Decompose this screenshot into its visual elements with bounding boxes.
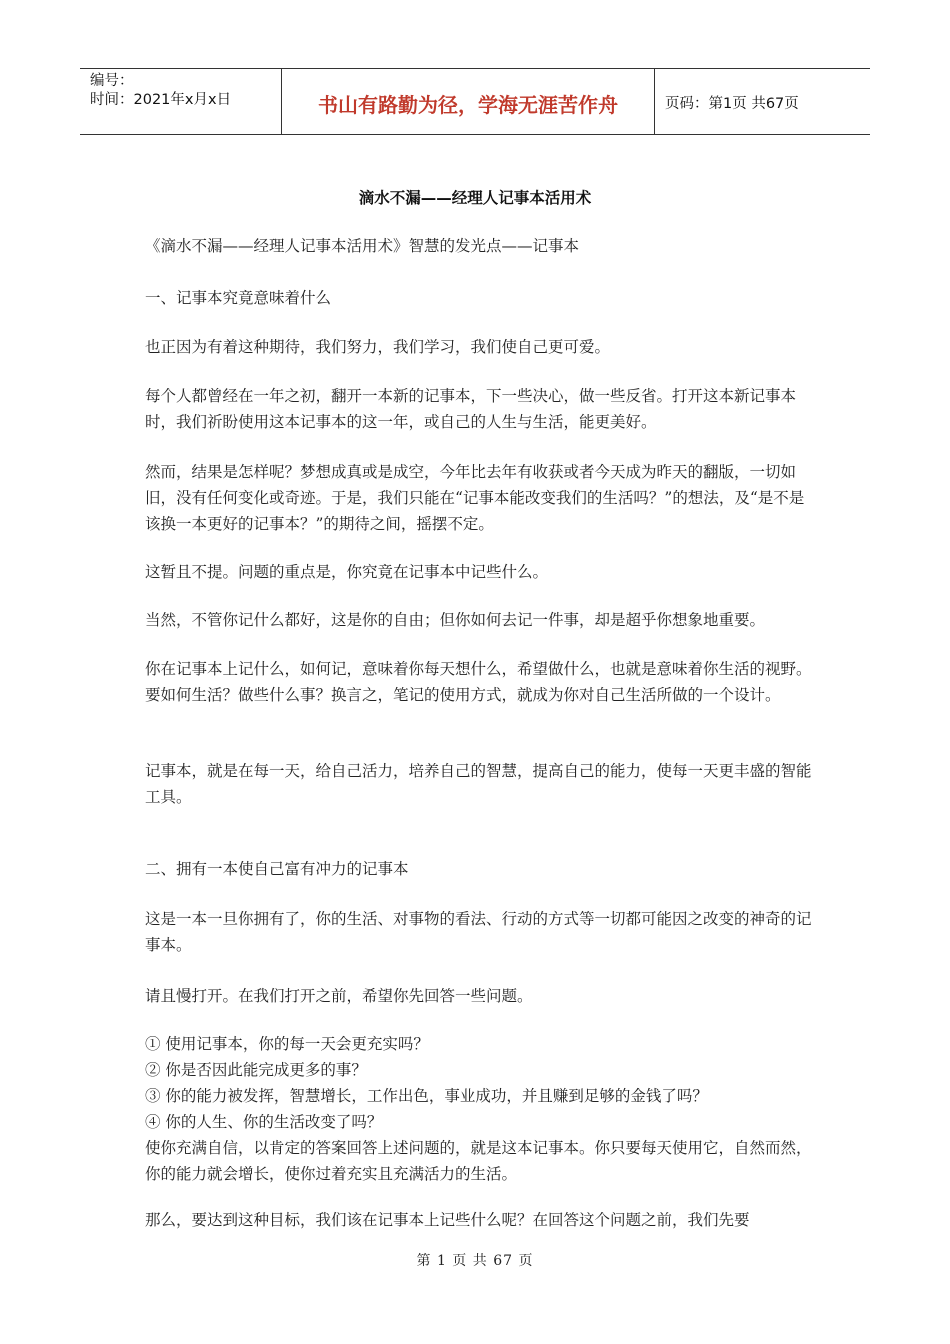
paragraph: 然而，结果是怎样呢？梦想成真或是成空，今年比去年有收获或者今天成为昨天的翻版，一切如旧，没有任何变化或奇迹。于是，我们只能在“记事本能改变我们的生活吗？”的想法，及“是不是该换一本更好的记事本？”的期待之间，摇摆不定。 xyxy=(145,463,805,533)
header-page-label: 页码：第1页 共67页 xyxy=(665,96,799,112)
date-label: 时间：2021年x月x日 xyxy=(90,92,232,108)
paragraph: 每个人都曾经在一年之初，翻开一本新的记事本，下一些决心，做一些反省。打开这本新记事本时，我们祈盼使用这本记事本的这一年，或自己的人生与生活，能更美好。 xyxy=(145,387,797,431)
paragraph: 也正因为有着这种期待，我们努力，我们学习，我们使自己更可爱。 xyxy=(145,338,611,356)
paragraph-intro: 《滴水不漏——经理人记事本活用术》智慧的发光点——记事本 xyxy=(145,237,580,255)
header-motto: 书山有路勤为径，学海无涯苦作舟 xyxy=(282,69,655,134)
paragraph: 当然，不管你记什么都好，这是你的自由；但你如何去记一件事，却是超乎你想象地重要。 xyxy=(145,611,766,629)
question-list: ① 使用记事本，你的每一天会更充实吗？ ② 你是否因此能完成更多的事？ ③ 你的能力被发挥，智慧增长，工作出色，事业成功，并且赚到足够的金钱了吗？ ④ 你的人生、你的生活改变了吗？ 使你充满自信，以肯定的答案回答上述问题的，就是这本记事本。你只要每天使用它，自然而然，你的能力就会增长，使你过着充实且充满活力的生活。 xyxy=(145,1035,812,1183)
section-heading-2: 二、拥有一本使自己富有冲力的记事本 xyxy=(145,860,409,878)
section-heading-1: 一、记事本究竟意味着什么 xyxy=(145,289,332,307)
paragraph: 这是一本一旦你拥有了，你的生活、对事物的看法、行动的方式等一切都可能因之改变的神奇的记事本。 xyxy=(145,910,812,954)
header-meta xyxy=(80,69,282,134)
paragraph: 这暂且不提。问题的重点是，你究竟在记事本中记些什么。 xyxy=(145,563,549,581)
document-title: 滴水不漏——经理人记事本活用术 xyxy=(358,189,592,207)
page-header xyxy=(80,68,870,135)
paragraph: 请且慢打开。在我们打开之前，希望你先回答一些问题。 xyxy=(145,987,533,1005)
number-label: 编号： xyxy=(90,73,134,89)
paragraph: 那么，要达到这种目标，我们该在记事本上记些什么呢？在回答这个问题之前，我们先要 xyxy=(145,1211,750,1229)
page-footer: 第 1 页 共 67 页 xyxy=(416,1253,534,1269)
paragraph: 你在记事本上记什么，如何记，意味着你每天想什么，希望做什么，也就是意味着你生活的视野。要如何生活？做些什么事？换言之，笔记的使用方式，就成为你对自己生活所做的一个设计。 xyxy=(145,660,812,704)
paragraph: 记事本，就是在每一天，给自己活力，培养自己的智慧，提高自己的能力，使每一天更丰盛的智能工具。 xyxy=(145,762,812,806)
